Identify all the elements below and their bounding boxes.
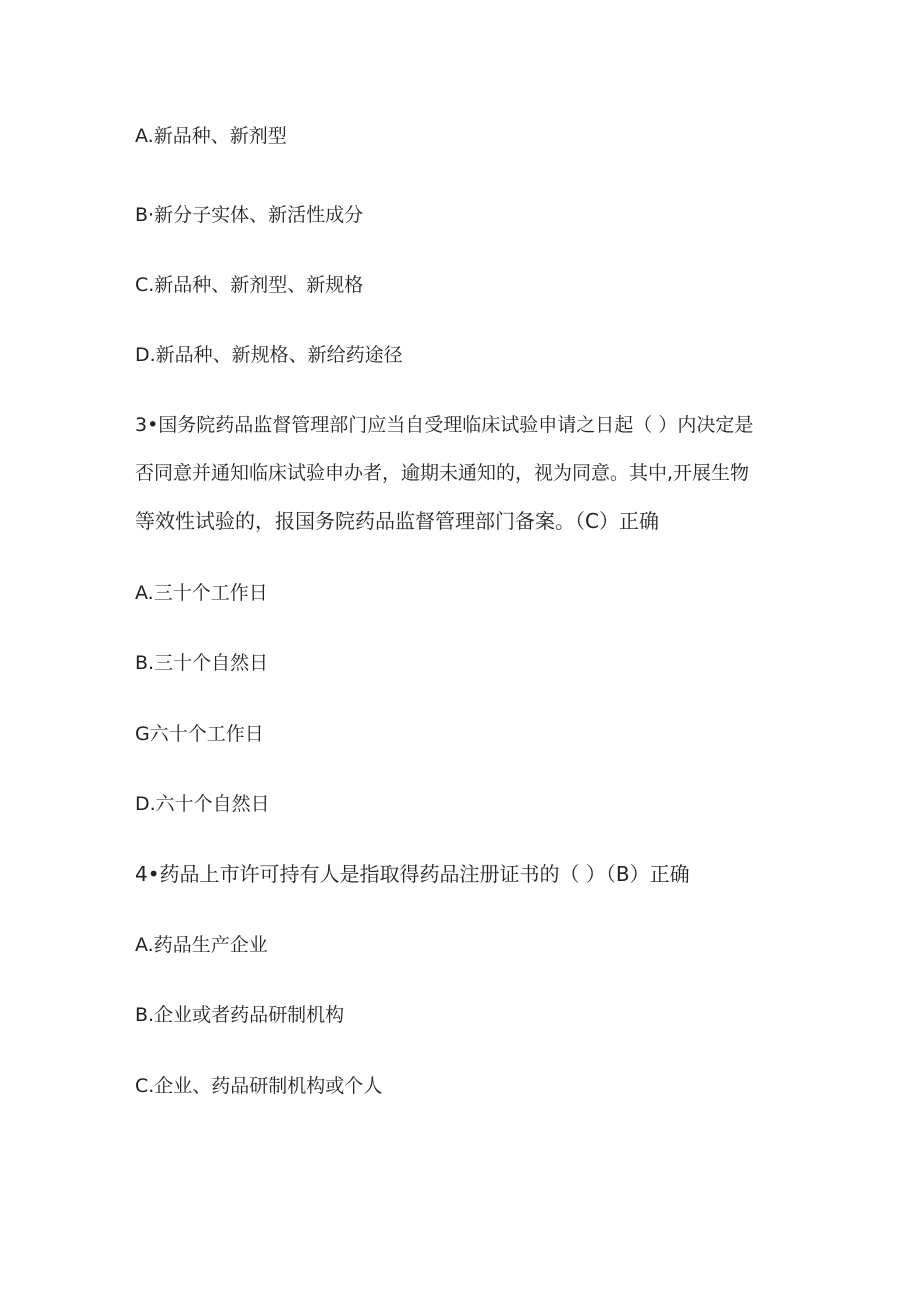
q3-option-c: G六十个工作日 bbox=[135, 723, 264, 745]
option-b: B·新分子实体、新活性成分 bbox=[135, 204, 364, 226]
q3-option-b: B.三十个自然日 bbox=[135, 652, 269, 674]
q4-option-a: A.药品生产企业 bbox=[135, 934, 268, 956]
option-c: C.新品种、新剂型、新规格 bbox=[135, 274, 364, 296]
q3-option-a: A.三十个工作日 bbox=[135, 582, 268, 604]
option-a: A.新品种、新剂型 bbox=[135, 125, 287, 147]
q3-option-d: D.六十个自然日 bbox=[135, 793, 270, 815]
q4-option-c: C.企业、药品研制机构或个人 bbox=[135, 1075, 383, 1097]
question-3-line-2: 否同意并通知临床试验申办者，逾期未通知的，视为同意。其中,开展生物 bbox=[135, 462, 750, 484]
q4-option-b: B.企业或者药品研制机构 bbox=[135, 1004, 345, 1026]
question-3-line-1: 3•国务院药品监督管理部门应当自受理临床试验申请之日起（ ）内决定是 bbox=[135, 414, 754, 436]
question-3 bbox=[135, 401, 787, 545]
question-4: 4•药品上市许可持有人是指取得药品注册证书的（ ）（B）正确 bbox=[135, 862, 690, 886]
question-3-line-3: 等效性试验的，报国务院药品监督管理部门备案。（C）正确 bbox=[135, 509, 659, 533]
option-d: D.新品种、新规格、新给药途径 bbox=[135, 344, 403, 366]
